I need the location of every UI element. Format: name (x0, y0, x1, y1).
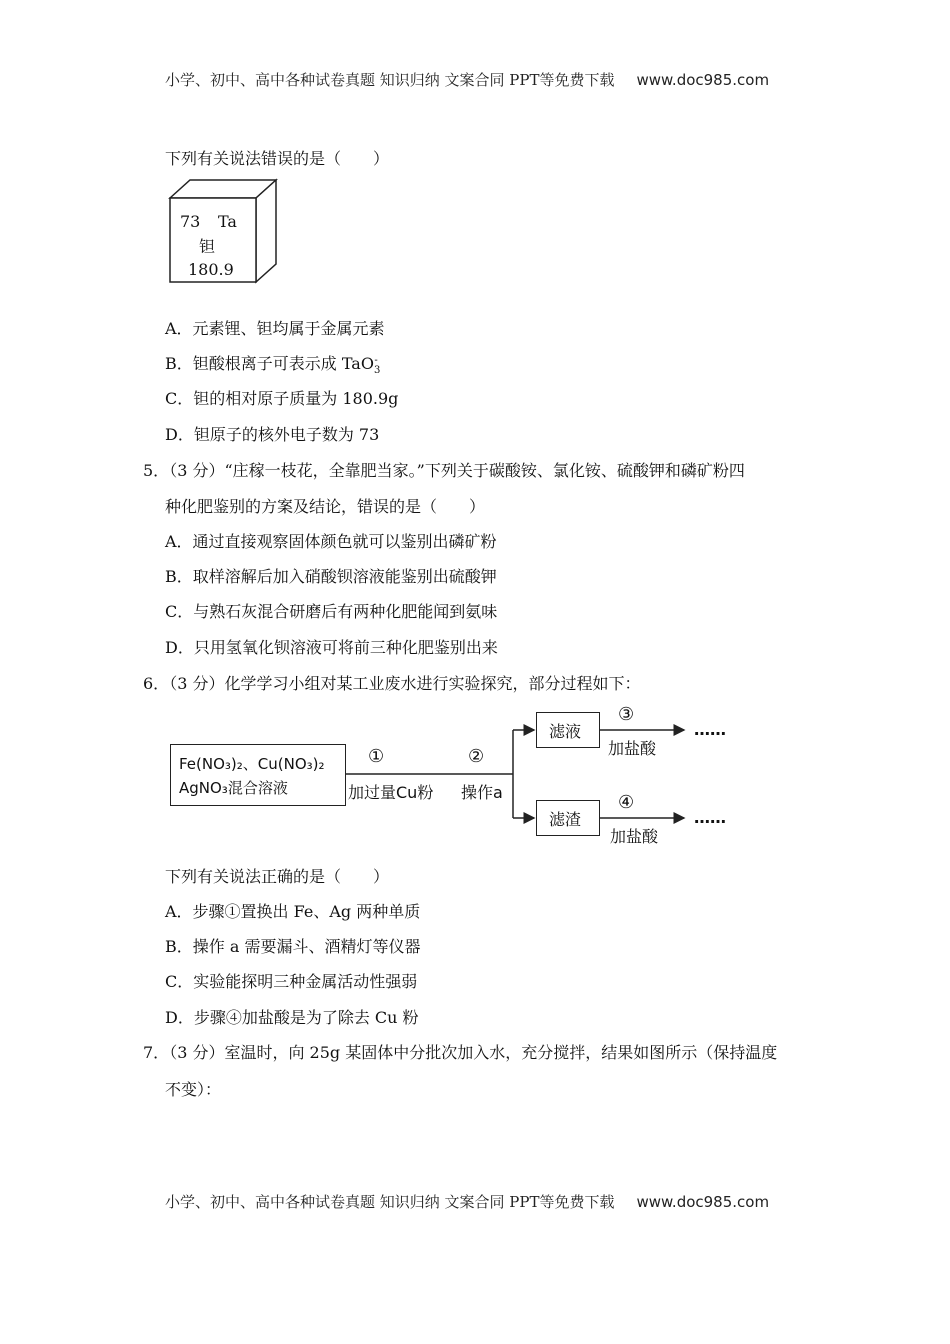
step1-marker: ① (368, 746, 385, 767)
q4-option-b-text: B．钽酸根离子可表示成 TaO (165, 354, 374, 373)
mixture-line2: AgNO₃混合溶液 (179, 779, 288, 797)
q7-number: 7． (143, 1043, 170, 1062)
residue-box (536, 800, 600, 836)
q6-number: 6． (143, 674, 170, 693)
q4-option-a: A．元素锂、钽均属于金属元素 (165, 319, 385, 338)
q4-option-c: C．钽的相对原子质量为 180.9g (165, 389, 399, 408)
q5-option-b: B．取样溶解后加入硝酸钡溶液能鉴别出硫酸钾 (165, 567, 497, 586)
element-name: 钽 (199, 237, 216, 256)
footer-url[interactable]: www.doc985.com (636, 1193, 770, 1211)
element-symbol: Ta (218, 212, 237, 231)
header-text: 小学、初中、高中各种试卷真题 知识归纳 文案合同 PPT等免费下载 (165, 71, 615, 89)
q5-option-a: A．通过直接观察固体颜色就可以鉴别出磷矿粉 (165, 532, 497, 551)
mixture-line1: Fe(NO₃)₂、Cu(NO₃)₂ (179, 755, 325, 773)
step4-marker: ④ (618, 792, 635, 813)
q6-option-d: D．步骤④加盐酸是为了除去 Cu 粉 (165, 1008, 419, 1027)
mixture-box (170, 744, 346, 806)
q6-stem (143, 671, 640, 694)
q6-option-c: C．实验能探明三种金属活动性强弱 (165, 972, 418, 991)
q4-option-b-sub: 3 (373, 365, 381, 377)
q4-option-b (165, 351, 381, 377)
page-header (165, 69, 769, 90)
footer-text: 小学、初中、高中各种试卷真题 知识归纳 文案合同 PPT等免费下载 (165, 1193, 615, 1211)
step2-label: 操作a (461, 783, 503, 802)
step1-label: 加过量Cu粉 (348, 783, 434, 802)
flow-diagram (168, 700, 748, 850)
step3-label: 加盐酸 (608, 739, 657, 758)
filtrate-box (536, 712, 600, 748)
q5-stem (143, 458, 745, 481)
q4-prompt: 下列有关说法错误的是（ ） (165, 149, 390, 168)
ellipsis-bottom: …… (694, 808, 726, 827)
filtrate-label: 滤液 (549, 722, 582, 741)
q6-line1: （3 分）化学学习小组对某工业废水进行实验探究，部分过程如下： (169, 674, 641, 693)
q4-option-d: D．钽原子的核外电子数为 73 (165, 425, 380, 444)
step2-marker: ② (468, 746, 485, 767)
q4-option-b-sup: - (374, 354, 378, 366)
q6-prompt: 下列有关说法正确的是（ ） (165, 867, 390, 886)
q5-number: 5． (143, 461, 170, 480)
step4-label: 加盐酸 (610, 827, 659, 846)
q5-option-c: C．与熟石灰混合研磨后有两种化肥能闻到氨味 (165, 602, 498, 621)
q7-line1: （3 分）室温时，向 25g 某固体中分批次加入水，充分搅拌，结果如图所示（保持温度 (169, 1043, 778, 1062)
element-number: 73 (180, 212, 201, 231)
q7-stem (143, 1040, 777, 1063)
element-mass: 180.9 (188, 260, 234, 279)
q5-option-d: D．只用氢氧化钡溶液可将前三种化肥鉴别出来 (165, 638, 498, 657)
q6-option-b: B．操作 a 需要漏斗、酒精灯等仪器 (165, 937, 421, 956)
residue-label: 滤渣 (549, 810, 582, 829)
header-url[interactable]: www.doc985.com (636, 71, 770, 89)
q5-line1: （3 分）“庄稼一枝花，全靠肥当家。”下列关于碳酸铵、氯化铵、硫酸钾和磷矿粉四 (169, 461, 745, 480)
ellipsis-top: …… (694, 720, 726, 739)
step3-marker: ③ (618, 704, 635, 725)
element-cell-tantalum (168, 178, 280, 286)
page-footer (165, 1191, 769, 1212)
q5-line2: 种化肥鉴别的方案及结论，错误的是（ ） (165, 497, 486, 516)
q6-option-a: A．步骤①置换出 Fe、Ag 两种单质 (165, 902, 421, 921)
q7-line2: 不变）： (165, 1080, 222, 1099)
